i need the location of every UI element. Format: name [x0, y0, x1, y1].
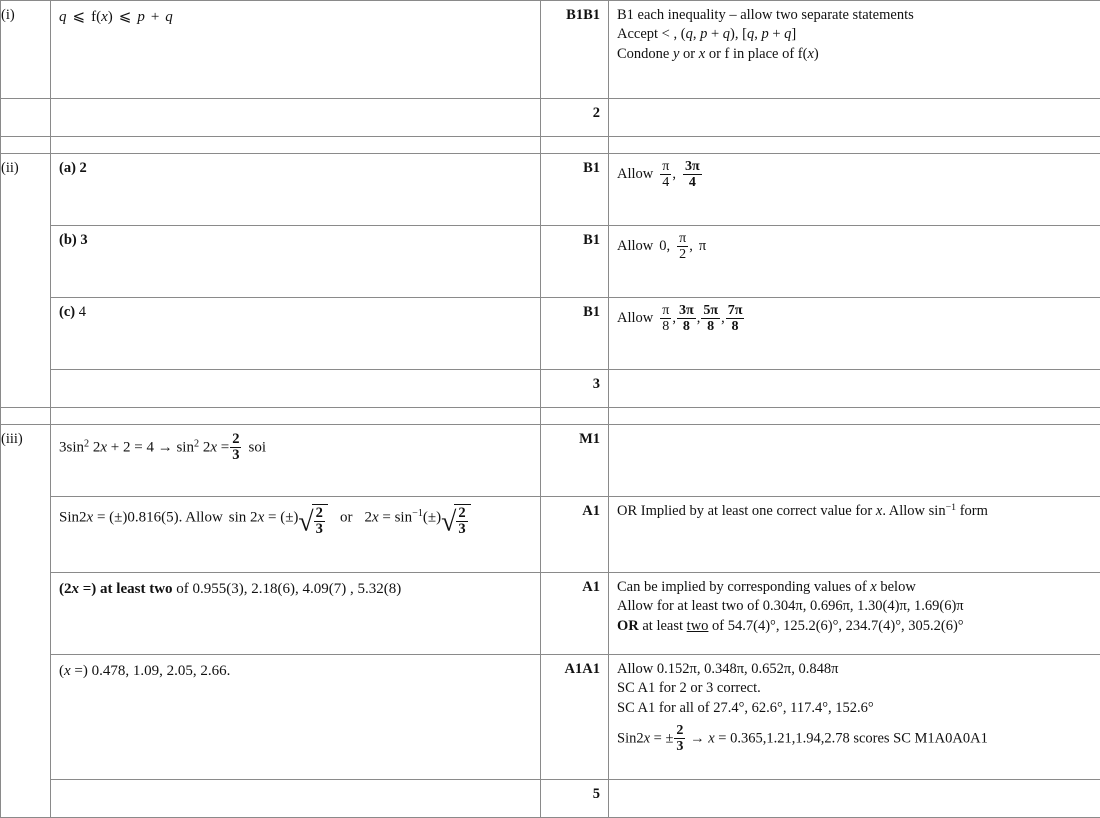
values-list: =) 0.478, 1.09, 2.05, 2.66.	[71, 663, 231, 679]
var-q: q	[686, 26, 693, 42]
divider-cell	[51, 408, 541, 425]
denominator: 4	[660, 174, 671, 190]
equation-iii-4	[59, 660, 532, 688]
numerator: 2	[456, 506, 467, 521]
note-seg: Condone	[617, 46, 673, 62]
answer-b: 3	[80, 232, 87, 248]
note-line: SC A1 for all of 27.4°, 62.6°, 117.4°, 152.6°	[617, 699, 1092, 718]
numerator: π	[660, 159, 671, 174]
values-list: of 0.955(3), 2.18(6), 4.09(7) , 5.32(8)	[176, 581, 401, 597]
working-cell-blank	[51, 370, 541, 408]
exponent: −1	[946, 502, 956, 513]
note-seg: below	[877, 579, 916, 595]
denominator: 8	[701, 318, 720, 334]
radicand	[454, 504, 470, 538]
working-cell-ii-b	[51, 226, 541, 298]
exponent: −1	[412, 508, 423, 519]
question-label-blank	[1, 99, 51, 137]
equation-iii-3	[59, 578, 532, 606]
part-letter-a: (a)	[59, 160, 76, 176]
note-seg: Can be implied by corresponding values of	[617, 579, 870, 595]
fraction-7pi-8	[726, 303, 745, 334]
table-row-total-ii	[1, 370, 1100, 408]
working-cell-iii-1	[51, 425, 541, 497]
fraction-5pi-8	[701, 303, 720, 334]
eq-seg: = sin	[379, 510, 412, 526]
exponent: 2	[84, 438, 89, 449]
table-row	[1, 655, 1100, 780]
note-seg: of 54.7(4)°, 125.2(6)°, 234.7(4)°, 305.2(6)°	[708, 618, 963, 634]
note-seg: = ±	[650, 730, 673, 746]
note-seg: +	[707, 26, 722, 42]
fraction-3pi-8	[677, 303, 696, 334]
eq-seg: 2	[89, 440, 100, 456]
divider-cell	[1, 408, 51, 425]
numerator: π	[660, 303, 671, 318]
label-text: (i)	[1, 6, 15, 25]
equation-iii-2	[59, 502, 532, 544]
note-seg: form	[956, 503, 988, 519]
notes-cell-blank	[609, 780, 1100, 818]
var-q: q	[723, 26, 730, 42]
note-seg: at least	[639, 618, 687, 634]
eq-seg: 2	[364, 510, 372, 526]
note-line: Allow 0.152π, 0.348π, 0.652π, 0.848π	[617, 660, 1092, 679]
table-row	[1, 425, 1100, 497]
label-text: (iii)	[1, 430, 23, 449]
marks-cell-iii-4: A1A1	[541, 655, 609, 780]
fraction-2-3	[230, 432, 241, 464]
fn-f: f	[91, 9, 96, 25]
divider-cell	[51, 137, 541, 154]
var-x: x	[708, 730, 714, 746]
var-q: q	[784, 26, 791, 42]
var-q: q	[747, 26, 754, 42]
eq-seg: sin 2	[229, 510, 258, 526]
note-seg: ,	[693, 26, 700, 42]
working-cell-blank	[51, 780, 541, 818]
paren-close: )	[108, 9, 113, 25]
answer-c: 4	[79, 304, 86, 320]
note-seg-or: OR	[617, 618, 639, 634]
divider-cell	[609, 408, 1100, 425]
label-text: (ii)	[1, 159, 19, 178]
note-seg: +	[769, 26, 784, 42]
var-p: p	[761, 26, 768, 42]
fraction-2-3	[314, 506, 325, 538]
eq-seg: = (±)0.816(5). Allow	[93, 510, 223, 526]
total-marks-ii: 3	[541, 370, 609, 408]
var-q: q	[59, 9, 67, 25]
working-cell-iii-3	[51, 573, 541, 655]
var-x: x	[372, 510, 379, 526]
total-marks-iii: 5	[541, 780, 609, 818]
working-cell-ii-c	[51, 298, 541, 370]
denominator: 3	[674, 738, 685, 754]
eq-seg: = (±)	[264, 510, 298, 526]
var-x: x	[72, 581, 80, 597]
var-p: p	[700, 26, 707, 42]
eq-seg: =	[217, 440, 229, 456]
numerator: 2	[230, 432, 241, 447]
fraction-3pi-4	[683, 159, 702, 190]
part-letter-b: (b)	[59, 232, 77, 248]
eq-seg: (2	[59, 581, 72, 597]
note-seg: Sin2	[617, 730, 644, 746]
notes-cell-iii-2	[609, 497, 1100, 573]
working-cell-iii-2	[51, 497, 541, 573]
working-cell-iii-4	[51, 655, 541, 780]
value-zero: 0	[659, 238, 666, 254]
denominator: 8	[660, 318, 671, 334]
marks-cell-ii-b: B1	[541, 226, 609, 298]
table-row	[1, 573, 1100, 655]
note-seg: →	[686, 730, 708, 746]
question-label-iii	[1, 425, 51, 818]
numerator: 3π	[683, 159, 702, 174]
soi-label: soi	[248, 440, 266, 456]
radical-sign: √	[441, 506, 456, 537]
notes-cell-ii-a	[609, 154, 1100, 226]
equation-iii-1	[59, 430, 532, 470]
note-seg: . Allow sin	[882, 503, 945, 519]
eq-seg: Sin2	[59, 510, 87, 526]
symbol-pi: π	[699, 238, 706, 254]
table-row-total-iii	[1, 780, 1100, 818]
numerator: π	[677, 231, 688, 246]
divider-cell	[541, 408, 609, 425]
denominator: 3	[314, 521, 325, 537]
marks-cell-iii-2: A1	[541, 497, 609, 573]
var-x: x	[64, 663, 71, 679]
denominator: 2	[677, 246, 688, 262]
plus-sign: +	[151, 9, 159, 25]
denominator: 8	[677, 318, 696, 334]
notes-cell-i	[609, 1, 1100, 99]
question-label-i	[1, 1, 51, 99]
table-row	[1, 1, 1100, 99]
var-q-2: q	[165, 9, 173, 25]
notes-cell-blank	[609, 99, 1100, 137]
var-y: y	[673, 46, 679, 62]
allow-label: Allow	[617, 166, 653, 182]
note-seg: or	[679, 46, 698, 62]
eq-seg: or	[340, 510, 353, 526]
paren-open: (	[96, 9, 101, 25]
divider-cell	[541, 137, 609, 154]
working-cell-blank	[51, 99, 541, 137]
fraction-pi-8	[660, 303, 671, 334]
fraction-pi-4	[660, 159, 671, 190]
fraction-2-3	[674, 723, 685, 754]
note-line: SC A1 for 2 or 3 correct.	[617, 679, 1092, 698]
radicand	[312, 504, 328, 538]
allow-line: Allow 0, $\frac{\pi}{2}$ , π	[617, 238, 706, 254]
note-line: Condone y or x or f in place of f(x)	[617, 45, 1092, 64]
var-x: x	[101, 9, 108, 25]
marks-cell-ii-c: B1	[541, 298, 609, 370]
notes-cell-ii-c	[609, 298, 1100, 370]
marks-cell-i: B1B1	[541, 1, 609, 99]
numerator: 5π	[701, 303, 720, 318]
working-cell-ii-a	[51, 154, 541, 226]
note-seg: = 0.365,1.21,1.94,2.78 scores SC M1A0A0A1	[715, 730, 988, 746]
section-divider	[1, 137, 1100, 154]
note-seg: ,	[754, 26, 761, 42]
eq-seg: (±)	[423, 510, 441, 526]
marks-cell-ii-a: B1	[541, 154, 609, 226]
divider-cell	[609, 137, 1100, 154]
marks-cell-iii-1: M1	[541, 425, 609, 497]
numerator: 2	[674, 723, 685, 738]
sqrt-2-3	[298, 504, 328, 538]
notes-cell-iii-3	[609, 573, 1100, 655]
note-line: Allow for at least two of 0.304π, 0.696π, 1.30(4)π, 1.69(6)π	[617, 597, 1092, 616]
var-p: p	[137, 9, 145, 25]
notes-cell-ii-b	[609, 226, 1100, 298]
table-row-total-i	[1, 99, 1100, 137]
note-line	[617, 502, 1092, 521]
eq-seg: 3sin	[59, 440, 84, 456]
allow-line: Allow $\frac{\pi}{8}$ , $\frac{3\pi}{8}$ , $\frac{5\pi}{8}$ , $\frac{7\pi}{8}$	[617, 310, 745, 326]
note-line: Accept < , (q, p + q), [q, p + q]	[617, 25, 1092, 44]
var-x: x	[699, 46, 705, 62]
part-letter-c: (c)	[59, 304, 75, 320]
var-x: x	[87, 510, 94, 526]
note-line	[617, 617, 1092, 636]
leq-sign-2: ⩽	[119, 9, 132, 25]
marks-cell-iii-3: A1	[541, 573, 609, 655]
total-marks-i: 2	[541, 99, 609, 137]
table-row	[1, 298, 1100, 370]
leq-sign: ⩽	[73, 9, 86, 25]
exponent: 2	[194, 438, 199, 449]
eq-seg: (	[59, 663, 64, 679]
denominator: 3	[456, 521, 467, 537]
var-x: x	[258, 510, 265, 526]
var-x: x	[870, 579, 876, 595]
note-seg: Accept < , (	[617, 26, 686, 42]
var-x: x	[210, 440, 217, 456]
denominator: 8	[726, 318, 745, 334]
sqrt-2-3	[441, 504, 471, 538]
note-seg-underlined: two	[687, 618, 709, 634]
working-cell-i	[51, 1, 541, 99]
divider-cell	[1, 137, 51, 154]
numerator: 2	[314, 506, 325, 521]
note-seg: or f in place of f(	[705, 46, 807, 62]
var-x: x	[807, 46, 813, 62]
table-row	[1, 497, 1100, 573]
answer-a: 2	[80, 160, 87, 176]
notes-cell-iii-1	[609, 425, 1100, 497]
emphasis-at-least-two: at least two	[100, 581, 172, 597]
eq-seg: 2	[199, 440, 210, 456]
var-x: x	[876, 503, 882, 519]
var-x: x	[644, 730, 650, 746]
eq-seg: + 2 = 4 → sin	[107, 440, 194, 456]
note-seg: OR Implied by at least one correct value for	[617, 503, 876, 519]
note-line	[617, 578, 1092, 597]
allow-label: Allow	[617, 310, 653, 326]
notes-cell-blank	[609, 370, 1100, 408]
denominator: 3	[230, 447, 241, 463]
allow-label: Allow	[617, 238, 653, 254]
section-divider	[1, 408, 1100, 425]
notes-cell-iii-4	[609, 655, 1100, 780]
radical-sign: √	[298, 506, 313, 537]
fraction-2-3	[456, 506, 467, 538]
var-x: x	[100, 440, 107, 456]
note-line-equation	[617, 718, 1092, 754]
note-line: B1 each inequality – allow two separate statements	[617, 6, 1092, 25]
table-row	[1, 226, 1100, 298]
numerator: 7π	[726, 303, 745, 318]
eq-seg: =)	[79, 581, 96, 597]
question-label-ii	[1, 154, 51, 408]
allow-line: Allow $\frac{\pi}{4}$ , $\frac{3\pi}{4}$	[617, 166, 703, 182]
numerator: 3π	[677, 303, 696, 318]
denominator: 4	[683, 174, 702, 190]
table-row	[1, 154, 1100, 226]
fraction-pi-2	[677, 231, 688, 262]
equation-i	[59, 6, 532, 34]
